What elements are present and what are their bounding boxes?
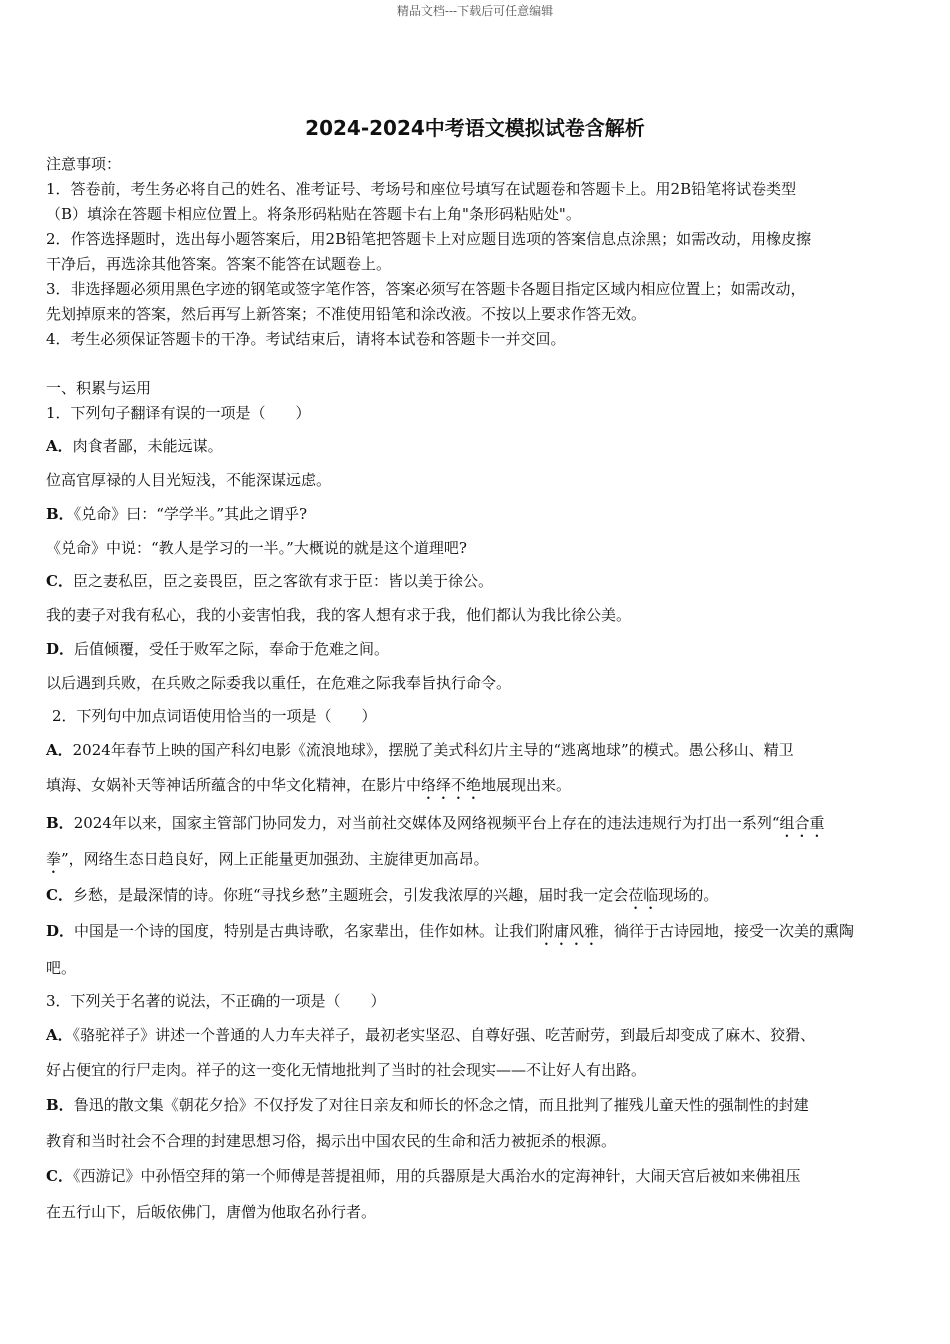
option-text: 肉食者鄙，未能远谋。 <box>72 437 223 455</box>
notice-line: （B）填涂在答题卡相应位置上。将条形码粘贴在答题卡右上角"条形码粘贴处"。 <box>46 205 581 223</box>
option-label: B． <box>46 814 74 832</box>
option-text: ，徜徉于古诗园地，接受一次美的熏陶 <box>599 922 855 940</box>
option-text: ”，网络生态日趋良好，网上正能量更加强劲、主旋律更加高昂。 <box>61 850 489 868</box>
question-2-option-b-cont <box>46 848 906 877</box>
question-3-option-c-cont: 在五行山下，后皈依佛门，唐僧为他取名孙行者。 <box>46 1203 377 1221</box>
dotted-phrase: 莅临 <box>628 886 659 904</box>
question-1-stem: 1．下列句子翻译有误的一项是（ ） <box>46 404 311 422</box>
option-text: 《西游记》中孙悟空拜的第一个师傅是菩提祖师，用的兵器原是大禹治水的定海神针，大闹天宫后被如来佛祖压 <box>72 1167 801 1185</box>
question-2-option-a-cont <box>46 774 906 803</box>
question-3-stem: 3．下列关于名著的说法，不正确的一项是（ ） <box>46 992 386 1010</box>
notice-line: 4．考生必须保证答题卡的干净。考试结束后，请将本试卷和答题卡一并交回。 <box>46 330 566 348</box>
dotted-phrase: 络绎不绝 <box>421 776 482 794</box>
dotted-phrase: 附庸风雅 <box>539 922 600 940</box>
dotted-phrase: 拳 <box>46 850 62 868</box>
option-label: D． <box>46 922 75 940</box>
question-3-option-a-cont: 好占便宜的行尸走肉。祥子的这一变化无情地批判了当时的社会现实——不让好人有出路。 <box>46 1061 647 1079</box>
question-3-option-b-cont: 教育和当时社会不合理的封建思想习俗，揭示出中国农民的生命和活力被扼杀的根源。 <box>46 1132 617 1150</box>
option-label: A． <box>46 741 73 759</box>
question-2-option-a <box>46 739 906 760</box>
option-label: D． <box>46 640 75 658</box>
option-text: 《骆驼祥子》讲述一个普通的人力车夫祥子，最初老实坚忍、自尊好强、吃苦耐劳，到最后却变成了麻木、狡猾、 <box>72 1026 816 1044</box>
option-label: A． <box>46 1026 73 1044</box>
notice-line: 3．非选择题必须用黑色字迹的钢笔或签字笔作答，答案必须写在答题卡各题目指定区域内相应位置上；如需改动， <box>46 280 806 298</box>
question-1-option-c <box>46 570 906 591</box>
document-header: 精品文档---下载后可任意编辑 <box>396 4 554 18</box>
question-1-option-d <box>46 638 906 659</box>
notice-line: 干净后，再选涂其他答案。答案不能答在试题卷上。 <box>46 255 392 273</box>
option-text: 臣之妻私臣，臣之妾畏臣，臣之客欲有求于臣：皆以美于徐公。 <box>72 572 493 590</box>
notice-heading: 注意事项： <box>46 155 122 173</box>
option-text: 现场的。 <box>658 886 719 904</box>
option-text: 后值倾覆，受任于败军之际，奉命于危难之间。 <box>74 640 390 658</box>
option-text: 2024年以来，国家主管部门协同发力，对当前社交媒体及网络视频平台上存在的违法违规行为打出一系列“ <box>73 814 780 832</box>
option-text: 地展现出来。 <box>481 776 572 794</box>
page-title: 2024-2024中考语文模拟试卷含解析 <box>305 116 645 140</box>
question-2-option-d <box>46 920 906 949</box>
option-text: 2024年春节上映的国产科幻电影《流浪地球》，摆脱了美式科幻片主导的“逃离地球”的模式。愚公移山、精卫 <box>72 741 794 759</box>
question-3-option-b <box>46 1094 906 1115</box>
notice-line: 1．答卷前，考生务必将自己的姓名、准考证号、考场号和座位号填写在试题卷和答题卡上。用2B铅笔将试卷类型 <box>46 180 797 198</box>
option-label: B． <box>46 1096 74 1114</box>
dotted-phrase: 组合重 <box>779 814 825 832</box>
question-3-option-a <box>46 1024 906 1045</box>
option-label: B． <box>46 505 74 523</box>
question-1-option-a-translation: 位高官厚禄的人目光短浅，不能深谋远虑。 <box>46 471 332 489</box>
question-2-option-b <box>46 812 906 841</box>
option-text: 《兑命》曰：“学学半。”其此之谓乎? <box>73 505 308 523</box>
option-label: C． <box>46 886 73 904</box>
question-1-option-b-translation: 《兑命》中说：“教人是学习的一半。”大概说的就是这个道理吧? <box>46 539 467 557</box>
option-label: A． <box>46 437 73 455</box>
option-text: 中国是一个诗的国度，特别是古典诗歌，名家辈出，佳作如林。让我们 <box>74 922 540 940</box>
notice-line: 先划掉原来的答案，然后再写上新答案；不准使用铅笔和涂改液。不按以上要求作答无效。 <box>46 305 647 323</box>
option-text: 填海、女娲补天等神话所蕴含的中华文化精神，在影片中 <box>46 776 422 794</box>
option-label: C． <box>46 572 73 590</box>
question-2-option-d-cont: 吧。 <box>46 959 77 977</box>
question-1-option-d-translation: 以后遇到兵败，在兵败之际委我以重任，在危难之际我奉旨执行命令。 <box>46 674 512 692</box>
option-text: 乡愁，是最深情的诗。你班“寻找乡愁”主题班会，引发我浓厚的兴趣，届时我一定会 <box>72 886 629 904</box>
option-label: C． <box>46 1167 73 1185</box>
notice-line: 2．作答选择题时，选出每小题答案后，用2B铅笔把答题卡上对应题目选项的答案信息点涂黑；如需改动，用橡皮擦 <box>46 230 812 248</box>
question-1-option-c-translation: 我的妻子对我有私心，我的小妾害怕我，我的客人想有求于我，他们都认为我比徐公美。 <box>46 606 632 624</box>
option-text: 鲁迅的散文集《朝花夕拾》不仅抒发了对往日亲友和师长的怀念之情，而且批判了摧残儿童天性的强制性的封建 <box>73 1096 809 1114</box>
question-1-option-a <box>46 435 906 456</box>
question-1-option-b <box>46 503 906 524</box>
section-heading: 一、积累与运用 <box>46 379 152 397</box>
question-2-stem: 2．下列句中加点词语使用恰当的一项是（ ） <box>52 707 377 725</box>
question-3-option-c <box>46 1165 906 1186</box>
question-2-option-c <box>46 884 906 913</box>
